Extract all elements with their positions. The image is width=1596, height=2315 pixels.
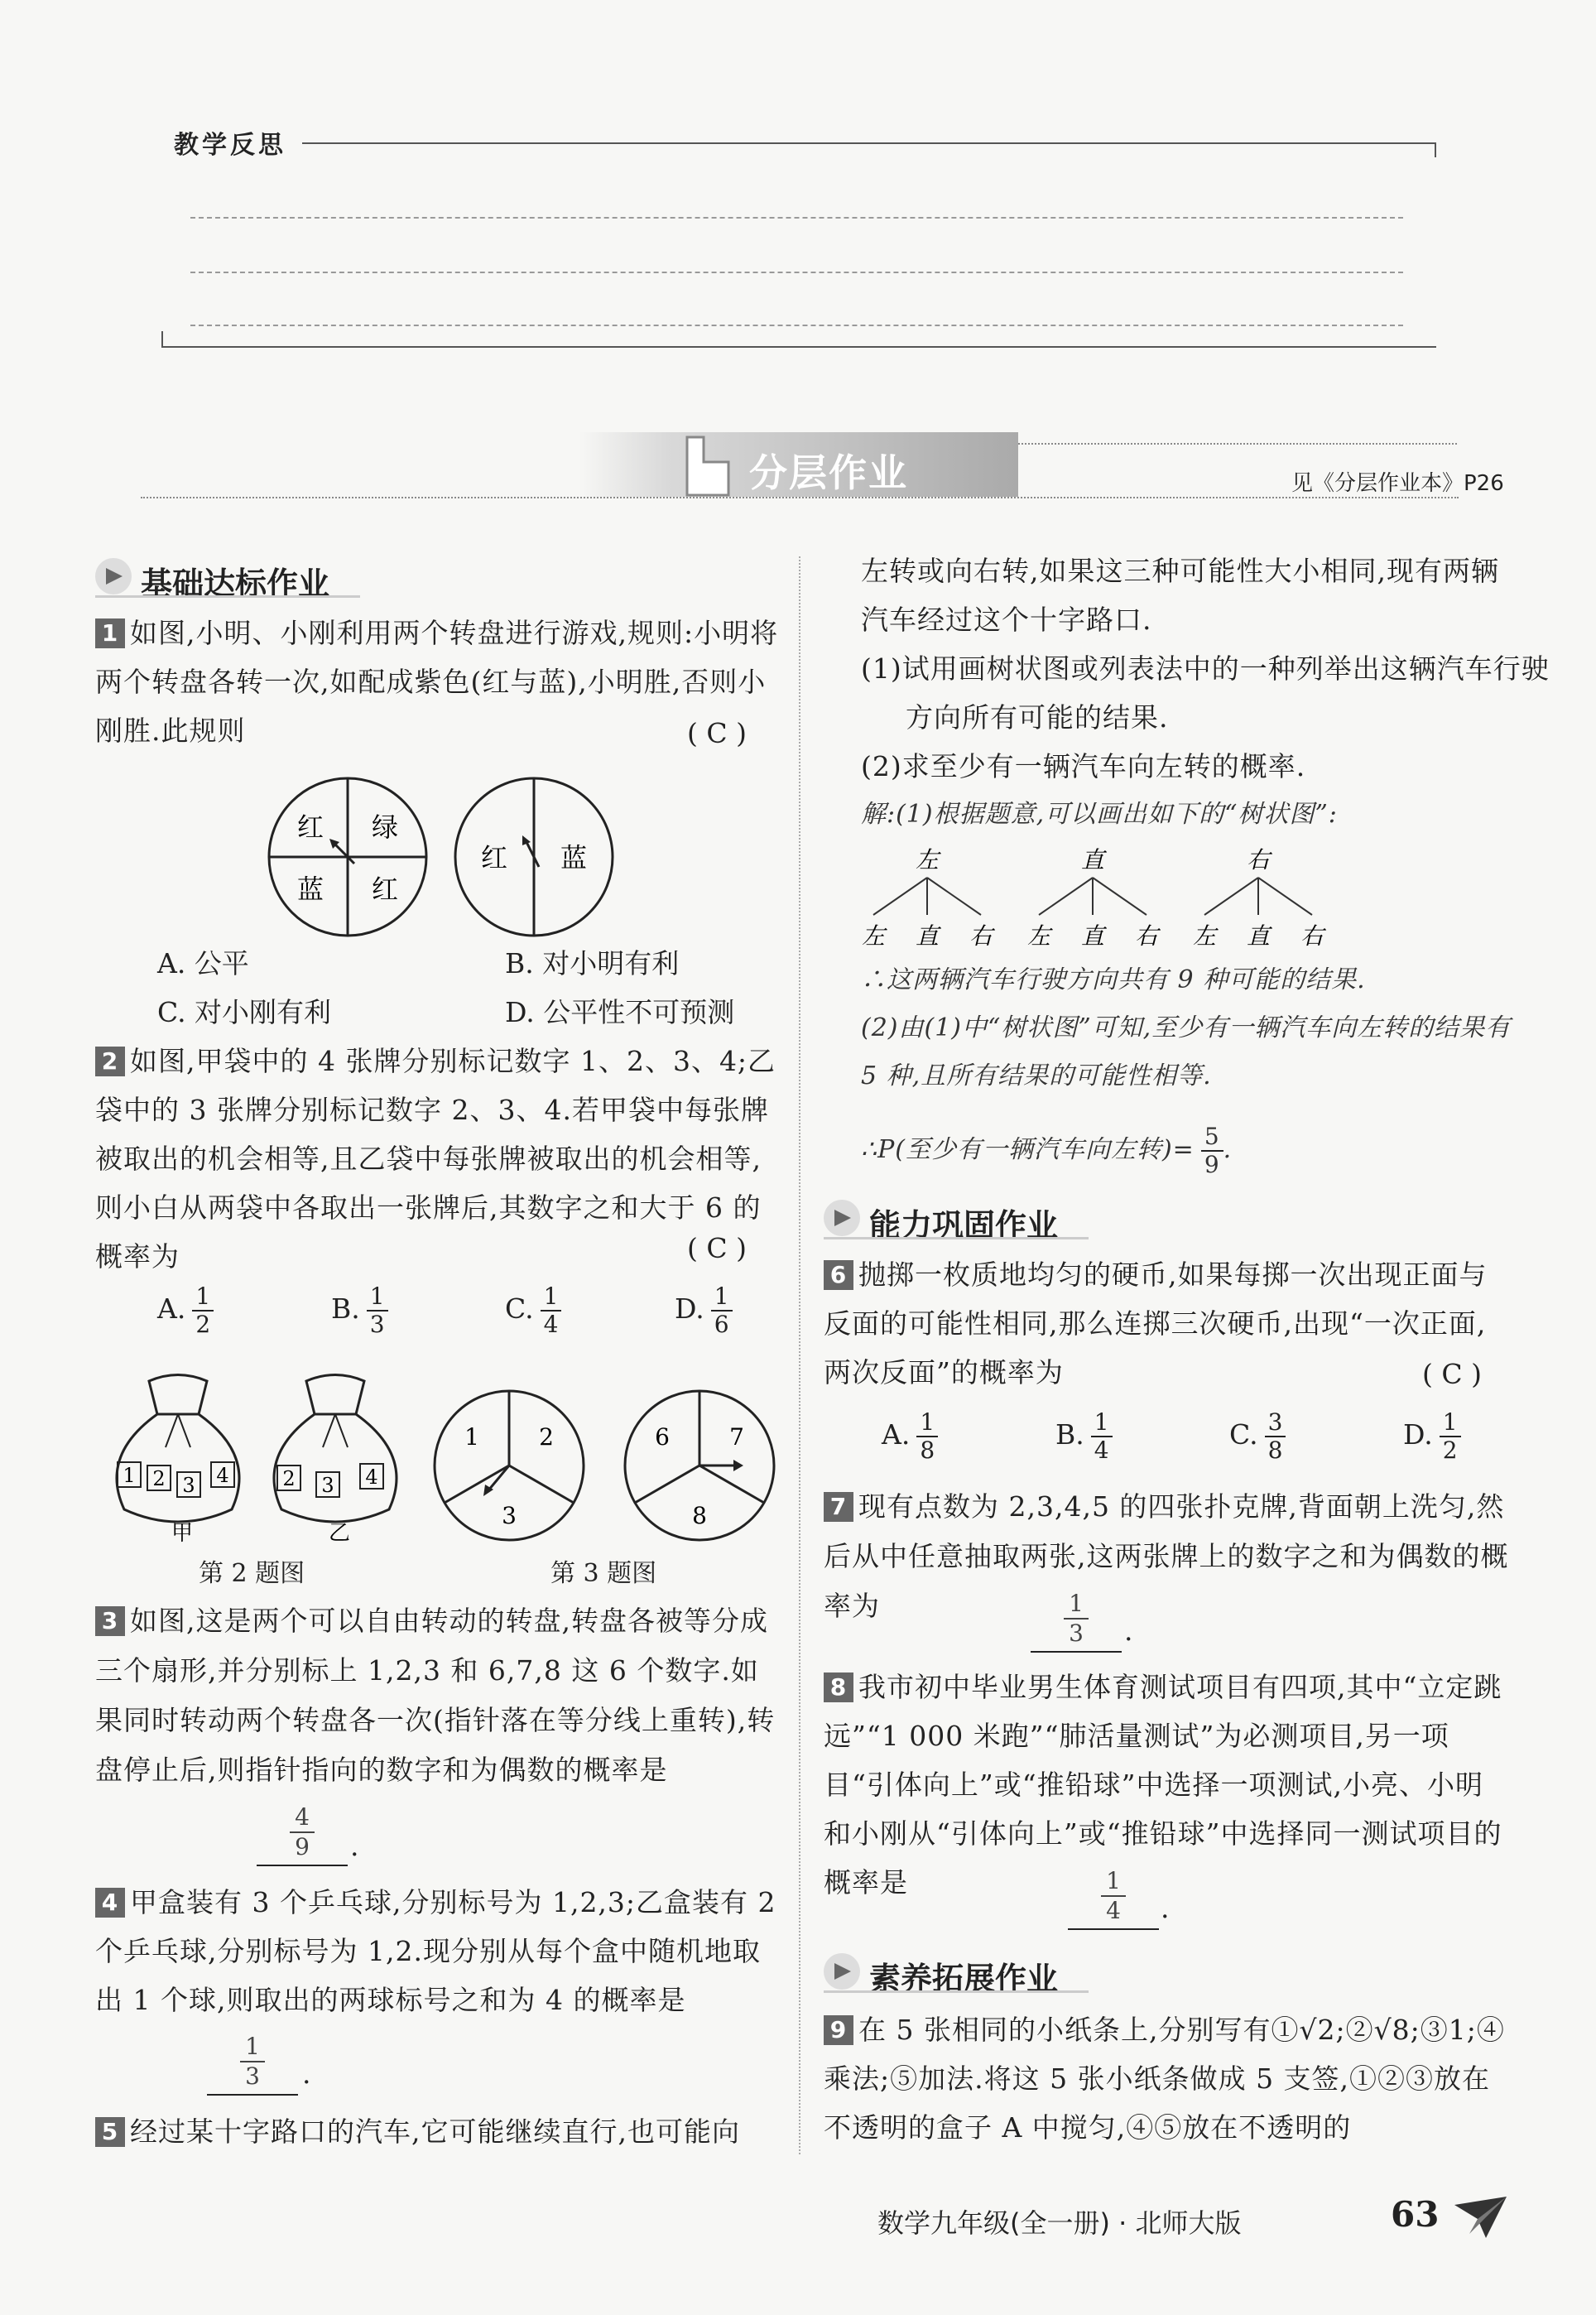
problem-2-caption: 第 2 题图 <box>199 1559 305 1588</box>
problem-1-spinner-left <box>265 774 430 940</box>
problem-4 <box>95 1878 782 2024</box>
section-basic-label: 基础达标作业 <box>141 566 330 602</box>
section-literacy-label: 素养拓展作业 <box>869 1961 1059 1997</box>
problem-5-text-continued: 左转或向右转,如果这三种可能性大小相同,现有两辆汽车经过这个十字路口. <box>861 555 1499 636</box>
problem-6-text: 抛掷一枚质地均匀的硬币,如果每掷一次出现正面与反面的可能性相同,那么连掷三次硬币,出现“一次正面,两次反面”的概率为 <box>824 1259 1488 1389</box>
spinner-sector-label: 蓝 <box>296 874 324 905</box>
spinner-sector-label: 红 <box>296 811 324 843</box>
problem-2-option-c: C. $\frac{1}{4}$ <box>505 1283 561 1338</box>
problem-4-answer-blank: 1 3 <box>207 2033 298 2091</box>
problem-2 <box>95 1037 782 1281</box>
problem-5-question-2: (2)求至少有一辆汽车向左转的概率. <box>861 750 1306 782</box>
reflection-line-2 <box>190 272 1403 273</box>
problem-5 <box>95 2107 782 2156</box>
problem-9 <box>824 2005 1511 2152</box>
spinner-sector-label: 1 <box>464 1423 479 1451</box>
banner-divider-top <box>1018 443 1457 445</box>
problem-5-question-1: (1)试用画树状图或列表法中的一种列举出这辆汽车行驶方向所有可能的结果. <box>861 652 1550 734</box>
tree-leaf: 右 <box>1300 922 1324 950</box>
problem-2-text: 如图,甲袋中的 4 张牌分别标记数字 1、2、3、4;乙袋中的 3 张牌分别标记数字 2、3、4.若甲袋中每张牌被取出的机会相等,且乙袋中每张牌被取出的机会相等,则小白从两袋中各取出一张牌后,其数字之和大于 6 的概率为 <box>95 1045 776 1273</box>
bag-card-label: 2 <box>152 1467 166 1490</box>
reflection-line-1 <box>190 217 1403 219</box>
tree-leaf: 左 <box>1026 922 1051 950</box>
tree-leaf: 左 <box>861 922 886 950</box>
arrow-icon <box>95 558 132 594</box>
problem-1-option-d: D. 公平性不可预测 <box>505 996 735 1028</box>
problem-5-text-start: 经过某十字路口的汽车,它可能继续直行,也可能向 <box>130 2115 740 2148</box>
arrow-icon <box>824 1953 860 1990</box>
column-divider <box>799 556 800 2154</box>
problem-1-option-c: C. 对小刚有利 <box>157 996 332 1028</box>
spinner-sector-label: 6 <box>655 1423 670 1451</box>
spinner-sector-label: 3 <box>502 1502 517 1529</box>
problem-7-text: 现有点数为 2,3,4,5 的四张扑克牌,背面朝上洗匀,然后从中任意抽取两张,这两张牌上的数字之和为偶数的概率为 <box>824 1490 1509 1622</box>
spinner-sector-label: 7 <box>729 1423 744 1451</box>
reflection-right-border <box>1435 142 1436 157</box>
tree-leaf: 右 <box>969 922 993 950</box>
spinner-sector-label: 绿 <box>371 811 399 843</box>
section-ability <box>824 1196 1089 1244</box>
tree-root: 直 <box>1080 846 1105 874</box>
problem-6-option-c: C. $\frac{3}{8}$ <box>1229 1409 1286 1464</box>
problem-number: 2 <box>95 1047 125 1076</box>
problem-5-solution-result: ∴P(至少有一辆汽车向左转)= $\frac{5}{9}$ . <box>861 1123 1233 1178</box>
footer-book-title: 数学九年级(全一册) · 北师大版 <box>877 2207 1242 2239</box>
reflection-title: 教学反思 <box>174 131 286 160</box>
banner-reference: 见《分层作业本》P26 <box>1291 471 1504 496</box>
problem-number: 1 <box>95 618 125 648</box>
bag-label: 甲 <box>171 1521 194 1546</box>
bag-card-label: 3 <box>182 1474 195 1497</box>
problem-4-text: 甲盒装有 3 个乒乓球,分别标号为 1,2,3;乙盒装有 2 个乒乓球,分别标号为 1,2.现分别从每个盒中随机地取出 1 个球,则取出的两球标号之和为 4 的概率是 <box>95 1886 776 2016</box>
teaching-reflection-box <box>161 124 1436 360</box>
footer-page-number: 63 <box>1391 2194 1440 2235</box>
problem-9-text: 在 5 张相同的小纸条上,分别写有①√2;②√8;③1;④乘法;⑤加法.将这 5 张小纸条做成 5 支签,①②③放在不透明的盒子 A 中搅匀,④⑤放在不透明的 <box>824 2014 1505 2144</box>
tree-root: 右 <box>1246 846 1271 874</box>
section-basic <box>95 555 360 602</box>
problem-2-answer: ( C ) <box>687 1232 747 1264</box>
problem-1-option-a: A. 公平 <box>157 947 249 979</box>
reflection-bottom-border <box>161 346 1436 348</box>
problem-number: 4 <box>95 1888 125 1918</box>
problem-6-option-a: A. $\frac{1}{8}$ <box>882 1409 938 1464</box>
problem-6-option-b: B. $\frac{1}{4}$ <box>1055 1409 1113 1464</box>
tree-leaf: 直 <box>1080 922 1105 950</box>
problem-3-answer-blank: 4 9 <box>257 1803 348 1861</box>
problem-5-tree-diagram <box>861 845 1523 952</box>
problem-2-bags-figure <box>99 1364 414 1547</box>
section-ability-label: 能力巩固作业 <box>869 1207 1059 1244</box>
problem-5-solution-part2: (2)由(1)中“树状图”可知,至少有一辆汽车向左转的结果有 5 种,且所有结果的可能性相等. <box>861 1013 1512 1090</box>
problem-3-spinner-right <box>621 1387 778 1544</box>
tree-leaf: 直 <box>1246 922 1271 950</box>
tree-leaf: 右 <box>1134 922 1159 950</box>
problem-3 <box>95 1596 782 1795</box>
tree-leaf: 左 <box>1192 922 1217 950</box>
arrow-icon <box>824 1200 860 1236</box>
problem-8-text: 我市初中毕业男生体育测试项目有四项,其中“立定跳远”“1 000 米跑”“肺活量测试”为必测项目,另一项目“引体向上”或“推铅球”中选择一项测试,小亮、小明和小刚从“引体向上”或“推铅球”中选择同一测试项目的概率是 <box>824 1671 1502 1899</box>
problem-number: 6 <box>824 1260 853 1290</box>
problem-1-spinner-right <box>451 774 617 940</box>
tree-leaf: 直 <box>915 922 940 950</box>
problem-1-option-b: B. 对小明有利 <box>505 947 680 979</box>
spinner-sector-label: 蓝 <box>560 842 588 874</box>
problem-2-option-b: B. $\frac{1}{3}$ <box>331 1283 388 1338</box>
bag-card-label: 4 <box>216 1464 229 1487</box>
problem-number: 8 <box>824 1672 853 1702</box>
problem-2-option-d: D. $\frac{1}{6}$ <box>675 1283 733 1338</box>
problem-3-text: 如图,这是两个可以自由转动的转盘,转盘各被等分成三个扇形,并分别标上 1,2,3 和 6,7,8 这 6 个数字.如果同时转动两个转盘各一次(指针落在等分线上重转),转盘停止后,则指针指向的数字和为偶数的概率是 <box>95 1605 776 1786</box>
problem-number: 7 <box>824 1492 853 1522</box>
banner-hand-icon <box>679 429 737 499</box>
reflection-left-border <box>161 331 163 346</box>
problem-6-option-d: D. $\frac{1}{2}$ <box>1403 1409 1461 1464</box>
problem-3-caption: 第 3 题图 <box>550 1559 657 1588</box>
problem-8 <box>824 1663 1511 1907</box>
problem-5-solution-intro: 解:(1)根据题意,可以画出如下的“树状图”: <box>861 800 1338 829</box>
banner-title: 分层作业 <box>749 450 908 495</box>
problem-3-spinner-left <box>430 1387 588 1544</box>
problem-8-answer-blank: 1 4 <box>1068 1867 1159 1925</box>
spinner-sector-label: 8 <box>692 1502 707 1529</box>
reflection-top-border <box>302 142 1436 144</box>
problem-7 <box>824 1482 1511 1631</box>
bag-card-label: 4 <box>365 1466 378 1489</box>
spinner-sector-label: 红 <box>480 842 508 874</box>
problem-5-solution-count: ∴这两辆汽车行驶方向共有 9 种可能的结果. <box>861 965 1366 994</box>
spinner-sector-label: 2 <box>539 1423 554 1451</box>
bag-card-label: 2 <box>282 1467 296 1490</box>
tree-root: 左 <box>915 846 940 874</box>
spinner-sector-label: 红 <box>371 874 399 905</box>
problem-6 <box>824 1250 1511 1397</box>
bag-label: 乙 <box>328 1521 351 1546</box>
problem-number: 5 <box>95 2117 125 2147</box>
section-literacy <box>824 1950 1089 1997</box>
problem-2-option-a: A. $\frac{1}{2}$ <box>157 1283 214 1338</box>
problem-1-text: 如图,小明、小刚利用两个转盘进行游戏,规则:小明将两个转盘各转一次,如配成紫色(红与蓝),小明胜,否则小刚胜.此规则 <box>95 617 779 747</box>
bag-card-label: 3 <box>321 1474 334 1497</box>
problem-1 <box>95 609 782 755</box>
problem-number: 3 <box>95 1606 125 1636</box>
problem-6-answer: ( C ) <box>1422 1358 1482 1390</box>
bag-card-label: 1 <box>123 1464 136 1487</box>
footer-paper-plane-icon <box>1453 2192 1511 2242</box>
problem-7-answer-blank: 1 3 <box>1031 1590 1122 1648</box>
problem-1-answer: ( C ) <box>687 717 747 749</box>
problem-number: 9 <box>824 2015 853 2045</box>
reflection-line-3 <box>190 325 1403 326</box>
